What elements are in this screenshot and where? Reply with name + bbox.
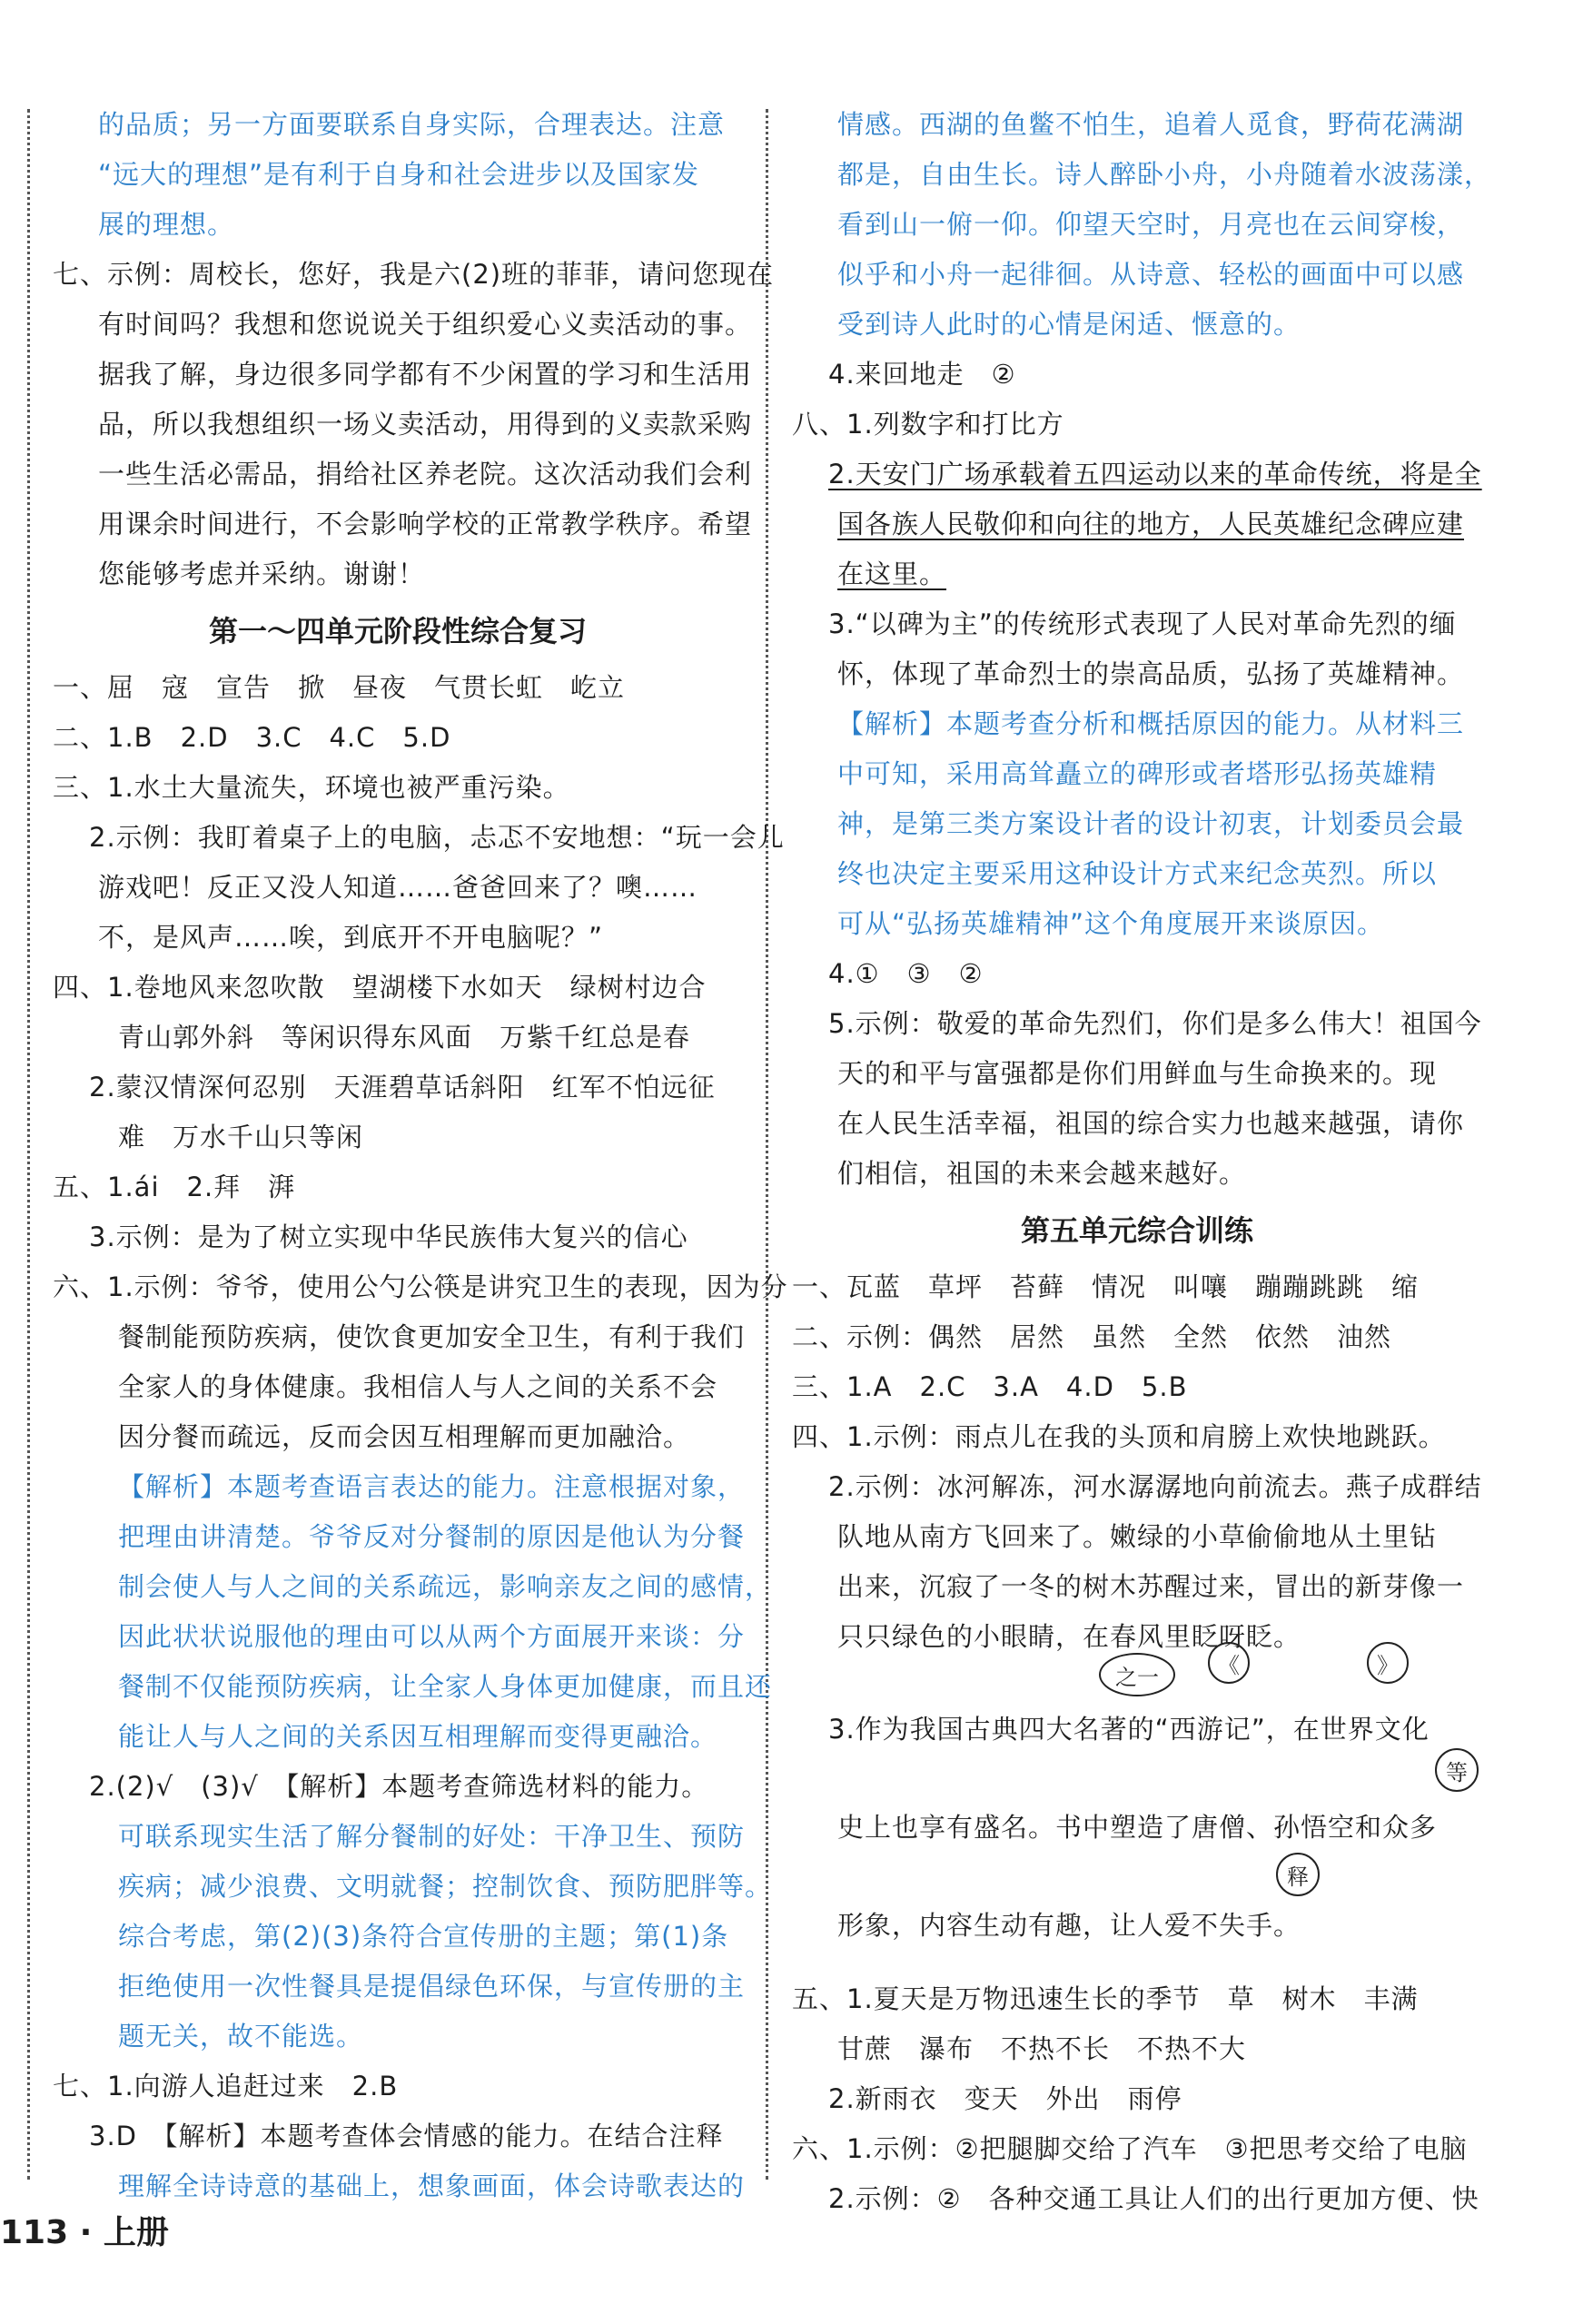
text-line: 五、1.夏天是万物迅速生长的季节 草 树木 丰满 — [792, 1983, 1419, 2014]
text-line: 国各族人民敬仰和向往的地方，人民英雄纪念碑应建 — [837, 509, 1465, 539]
text-line: 中可知，采用高耸矗立的碑形或者塔形弘扬英雄精 — [837, 758, 1438, 789]
text-line: 一、屈 寇 宣告 掀 昼夜 气贯长虹 屹立 — [53, 672, 626, 703]
text-line: 3.“以碑为主”的传统形式表现了人民对革命先烈的缅 — [828, 608, 1457, 639]
text-line: 品，所以我想组织一场义卖活动，用得到的义卖款采购 — [98, 409, 753, 440]
text-line: 2.示例：② 各种交通工具让人们的出行更加方便、快 — [828, 2183, 1479, 2214]
correction-marks — [1072, 1635, 1489, 1934]
text-line: 据我了解，身边很多同学都有不少闲置的学习和生活用 — [98, 359, 753, 390]
text-line: 八、1.列数字和打比方 — [792, 409, 1064, 440]
text-line: 六、1.示例：②把腿脚交给了汽车 ③把思考交给了电脑 — [792, 2133, 1468, 2164]
left-margin-dotted-line — [27, 109, 30, 2180]
text-line: 展的理想。 — [98, 209, 235, 240]
text-line: 终也决定主要采用这种设计方式来纪念英烈。所以 — [837, 858, 1438, 889]
text-line: 题无关，故不能选。 — [118, 2021, 364, 2052]
text-line: 三、1.水土大量流失，环境也被严重污染。 — [53, 772, 570, 803]
text-line: 可从“弘扬英雄精神”这个角度展开来谈原因。 — [837, 908, 1385, 939]
insert-mark-close-title: 》 — [1367, 1642, 1409, 1684]
text-line: 神，是第三类方案设计者的设计初衷，计划委员会最 — [837, 808, 1465, 839]
text-line: 疾病；减少浪费、文明就餐；控制饮食、预防肥胖等。 — [118, 1871, 773, 1902]
text-line: 用课余时间进行，不会影响学校的正常教学秩序。希望 — [98, 509, 753, 539]
text-line: “远大的理想”是有利于自身和社会进步以及国家发 — [98, 159, 700, 190]
text-line: 四、1.卷地风来忽吹散 望湖楼下水如天 绿树村边合 — [53, 972, 707, 1003]
text-line: 形象，内容生动有趣，让人爱不失手。 — [837, 1910, 1301, 1941]
insert-mark-shi: 释 — [1276, 1853, 1320, 1896]
text-line: 拒绝使用一次性餐具是提倡绿色环保，与宣传册的主 — [118, 1971, 746, 2002]
insert-mark-zhiyi: 之一 — [1099, 1653, 1175, 1696]
text-line: 们相信，祖国的未来会越来越好。 — [837, 1158, 1247, 1189]
text-line: 看到山一俯一仰。仰望天空时，月亮也在云间穿梭， — [837, 209, 1465, 240]
text-line: 2.(2)√ (3)√ 【解析】本题考查筛选材料的能力。 — [89, 1771, 709, 1802]
text-line: 六、1.示例：爷爷，使用公勺公筷是讲究卫生的表现，因为分 — [53, 1271, 788, 1302]
text-line: 只只绿色的小眼睛，在春风里眨呀眨。 — [837, 1621, 1301, 1652]
text-line: 您能够考虑并采纳。谢谢！ — [98, 559, 426, 589]
text-line: 三、1.A 2.C 3.A 4.D 5.B — [792, 1371, 1188, 1402]
text-line: 2.蒙汉情深何忍别 天涯碧草话斜阳 红军不怕远征 — [89, 1072, 716, 1103]
page-footer: 113 · 上册 — [0, 2214, 169, 2251]
text-line: 游戏吧！反正又没人知道……爸爸回来了？噢…… — [98, 872, 698, 903]
text-line: 2.示例：冰河解冻，河水潺潺地向前流去。燕子成群结 — [828, 1471, 1482, 1502]
text-line: 似乎和小舟一起徘徊。从诗意、轻松的画面中可以感 — [837, 259, 1465, 290]
text-line: 把理由讲清楚。爷爷反对分餐制的原因是他认为分餐 — [118, 1521, 746, 1552]
text-line: 4.① ③ ② — [828, 958, 984, 989]
text-line: 二、1.B 2.D 3.C 4.C 5.D — [53, 722, 451, 753]
text-line: 4.来回地走 ② — [828, 359, 1016, 390]
text-line: 因此状状说服他的理由可以从两个方面展开来谈：分 — [118, 1621, 746, 1652]
text-line: 不，是风声……唉，到底开不开电脑呢？” — [98, 922, 604, 953]
text-line: 3.作为我国古典四大名著的“西游记”，在世界文化 — [828, 1714, 1430, 1745]
text-line: 一、瓦蓝 草坪 苔藓 情况 叫嚷 蹦蹦跳跳 缩 — [792, 1271, 1420, 1302]
text-line: 史上也享有盛名。书中塑造了唐僧、孙悟空和众多 — [837, 1812, 1438, 1843]
text-line: 综合考虑，第(2)(3)条符合宣传册的主题；第(1)条 — [118, 1921, 729, 1952]
text-line: 天的和平与富强都是你们用鲜血与生命换来的。现 — [837, 1058, 1438, 1089]
text-line: 在这里。 — [837, 559, 947, 589]
text-line: 四、1.示例：雨点儿在我的头顶和肩膀上欢快地跳跃。 — [792, 1421, 1446, 1452]
text-line: 怀，体现了革命烈士的崇高品质，弘扬了英雄精神。 — [837, 658, 1465, 689]
text-line: 【解析】本题考查语言表达的能力。注意根据对象， — [118, 1471, 746, 1502]
text-line: 3.示例：是为了树立实现中华民族伟大复兴的信心 — [89, 1221, 688, 1252]
text-line: 因分餐而疏远，反而会因互相理解而更加融洽。 — [118, 1421, 691, 1452]
text-line: 理解全诗诗意的基础上，想象画面，体会诗歌表达的 — [118, 2171, 746, 2201]
text-line: 餐制不仅能预防疾病，让全家人身体更加健康，而且还 — [118, 1671, 773, 1702]
text-line: 都是，自由生长。诗人醉卧小舟，小舟随着水波荡漾， — [837, 159, 1492, 190]
text-line: 甘蔗 瀑布 不热不长 不热不大 — [837, 2033, 1247, 2064]
text-line: 一些生活必需品，捐给社区养老院。这次活动我们会利 — [98, 459, 753, 490]
text-line: 可联系现实生活了解分餐制的好处：干净卫生、预防 — [118, 1821, 746, 1852]
insert-mark-open-title: 《 — [1208, 1642, 1250, 1684]
text-line: 2.示例：我盯着桌子上的电脑，忐忑不安地想：“玩一会儿 — [89, 822, 785, 853]
text-line: 2.新雨衣 变天 外出 雨停 — [828, 2083, 1182, 2114]
section-heading: 第五单元综合训练 — [1020, 1213, 1253, 1248]
text-line: 五、1.ái 2.拜 湃 — [53, 1172, 296, 1202]
text-line: 出来，沉寂了一冬的树木苏醒过来，冒出的新芽像一 — [837, 1571, 1465, 1602]
text-line: 二、示例：偶然 居然 虽然 全然 依然 油然 — [792, 1321, 1392, 1352]
left-column — [53, 100, 788, 2211]
text-line: 有时间吗？我想和您说说关于组织爱心义卖活动的事。 — [98, 309, 753, 340]
text-line: 青山郭外斜 等闲识得东风面 万紫千红总是春 — [118, 1022, 691, 1053]
text-line: 制会使人与人之间的关系疏远，影响亲友之间的感情， — [118, 1571, 773, 1602]
text-line: 的品质；另一方面要联系自身实际，合理表达。注意 — [98, 109, 726, 140]
text-line: 七、1.向游人追赶过来 2.B — [53, 2071, 399, 2101]
text-line: 七、示例：周校长，您好，我是六(2)班的菲菲，请问您现在 — [53, 259, 775, 290]
text-line: 餐制能预防疾病，使饮食更加安全卫生，有利于我们 — [118, 1321, 746, 1352]
text-line: 3.D 【解析】本题考查体会情感的能力。在结合注释 — [89, 2121, 724, 2151]
insert-mark-deng: 等 — [1435, 1748, 1479, 1792]
text-line: 难 万水千山只等闲 — [118, 1122, 364, 1152]
text-line: 情感。西湖的鱼鳖不怕生，追着人觅食，野荷花满湖 — [837, 109, 1465, 140]
text-line: 队地从南方飞回来了。嫩绿的小草偷偷地从土里钻 — [837, 1521, 1438, 1552]
text-line: 【解析】本题考查分析和概括原因的能力。从材料三 — [837, 708, 1465, 739]
text-line: 在人民生活幸福，祖国的综合实力也越来越强，请你 — [837, 1108, 1465, 1139]
section-heading: 第一～四单元阶段性综合复习 — [208, 614, 587, 648]
text-line: 能让人与人之间的关系因互相理解而变得更融洽。 — [118, 1721, 718, 1752]
text-line: 5.示例：敬爱的革命先烈们，你们是多么伟大！祖国今 — [828, 1008, 1482, 1039]
text-line: 全家人的身体健康。我相信人与人之间的关系不会 — [118, 1371, 718, 1402]
text-line: 受到诗人此时的心情是闲适、惬意的。 — [837, 309, 1301, 340]
text-line: 2.天安门广场承载着五四运动以来的革命传统，将是全 — [828, 459, 1482, 490]
